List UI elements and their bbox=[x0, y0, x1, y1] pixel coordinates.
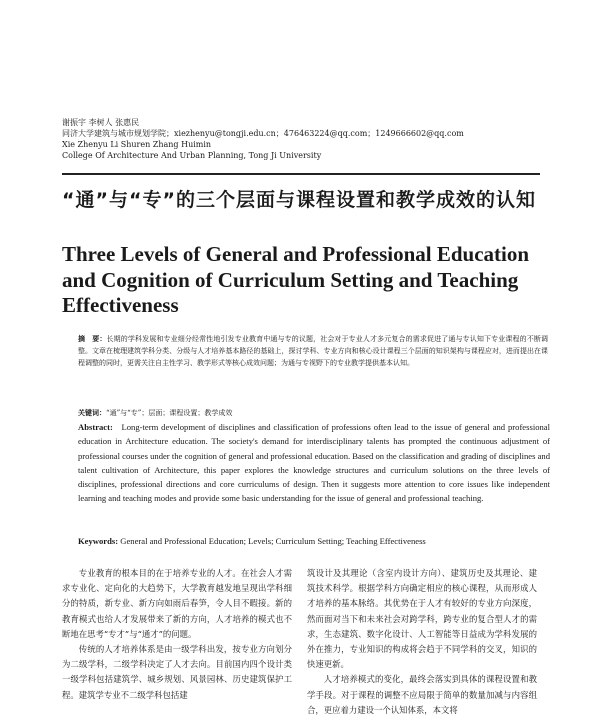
body-column-left bbox=[62, 566, 292, 703]
abstract-chinese bbox=[78, 333, 548, 369]
title-chinese: “通”与“专”的三个层面与课程设置和教学成效的认知 bbox=[62, 189, 536, 211]
keywords-en-label: Keywords: bbox=[78, 536, 119, 546]
abstract-english bbox=[78, 420, 550, 506]
body-paragraph: 传统的人才培养体系是由一级学科出发，按专业方向划分为二级学科，二级学科决定了人才去向。目前国内四个设计类一级学科包括建筑学、城乡规划、风景园林、历史建筑保护工程。建筑学专业不二级学科包括建 bbox=[62, 644, 292, 700]
author-names-en: Xie Zhenyu Li Shuren Zhang Huimin bbox=[62, 140, 212, 149]
author-block bbox=[62, 117, 562, 161]
abstract-cn-label: 摘 要： bbox=[78, 334, 107, 343]
keywords-chinese bbox=[78, 407, 548, 419]
title-divider bbox=[62, 173, 540, 175]
keywords-cn-label: 关键词： bbox=[78, 408, 106, 417]
abstract-en-label: Abstract: bbox=[78, 422, 113, 432]
keywords-en-text: General and Professional Education; Levels; Curriculum Setting; Teaching Effectiveness bbox=[120, 536, 426, 546]
body-column-right bbox=[307, 566, 537, 718]
body-paragraph: 筑设计及其理论（含室内设计方向）、建筑历史及其理论、建筑技术科学。根据学科方向确定相应的核心课程，从而形成人才培养的基本脉络。其优势在于人才有较好的专业方向深度，然而面对当下和未来社会对跨学科，跨专业的复合型人才的需求，生态建筑、数字化设计、人工智能等日益成为学科发展的外在推力，专业知识的构成将会趋于不同学科的交叉，知识的快速更新。 bbox=[307, 568, 537, 670]
author-affiliation-cn: 同济大学建筑与城市规划学院；xiezhenyu@tongji.edu.cn；476463224@qq.com；1249666602@qq.com bbox=[62, 129, 464, 138]
author-names-cn: 谢振宇 李树人 张惠民 bbox=[62, 118, 140, 127]
abstract-en-text: Long-term development of disciplines and classification of professions often lead to the issue of general and professional education in Architecture education. The society's demand for interdisciplinary talents has prompted the continuous adjustment of professional courses under the cognition of general and professional education. Based on the classification and grading of disciplines and talent cultivation of Architecture, this paper explores the knowledge structures and curriculum solutions on the three levels of disciplines, professional directions and core curriculums of design. Then it suggests more attention to core issues like independent learning and teaching modes and provide some basic understanding for the issue of general and professional teaching. bbox=[78, 422, 550, 504]
keywords-english bbox=[78, 535, 550, 548]
abstract-cn-text: 长期的学科发展和专业细分经常性地引发专业教育中通与专的议题，社会对于专业人才多元复合的需求促进了通与专认知下专业课程的不断调整。文章在梳理建筑学科分类、分级与人才培养基本路径的基础上，探讨学科、专业方向和核心设计课程三个层面的知识架构与课程应对，进而提出在课程调整的同时，更需关注自主性学习、教学形式等核心成效问题；为通与专视野下的专业教学提供基本认知。 bbox=[78, 335, 549, 367]
keywords-cn-text: “通”与“专”；层面；课程设置；教学成效 bbox=[106, 409, 233, 417]
title-english: Three Levels of General and Professional Education and Cognition of Curriculum Setting and Teaching Effectiveness bbox=[62, 242, 530, 317]
body-paragraph: 人才培养模式的变化，最终会落实到具体的课程设置和教学手段。对于课程的调整不应局限于简单的数量加减与内容组合，更应着力建设一个认知体系，本文将 bbox=[307, 674, 537, 715]
author-affiliation-en: College Of Architecture And Urban Planning, Tong Ji University bbox=[62, 151, 322, 160]
body-paragraph: 专业教育的根本目的在于培养专业的人才。在社会人才需求专业化、定向化的大趋势下，大学教育越发地呈现出学科细分的特质，新专业、新方向如雨后春笋，令人目不暇接。新的教育模式也给人才发展带来了新的方向，人才培养的模式也不断地在思考“专才”与“通才”的问题。 bbox=[62, 568, 292, 639]
